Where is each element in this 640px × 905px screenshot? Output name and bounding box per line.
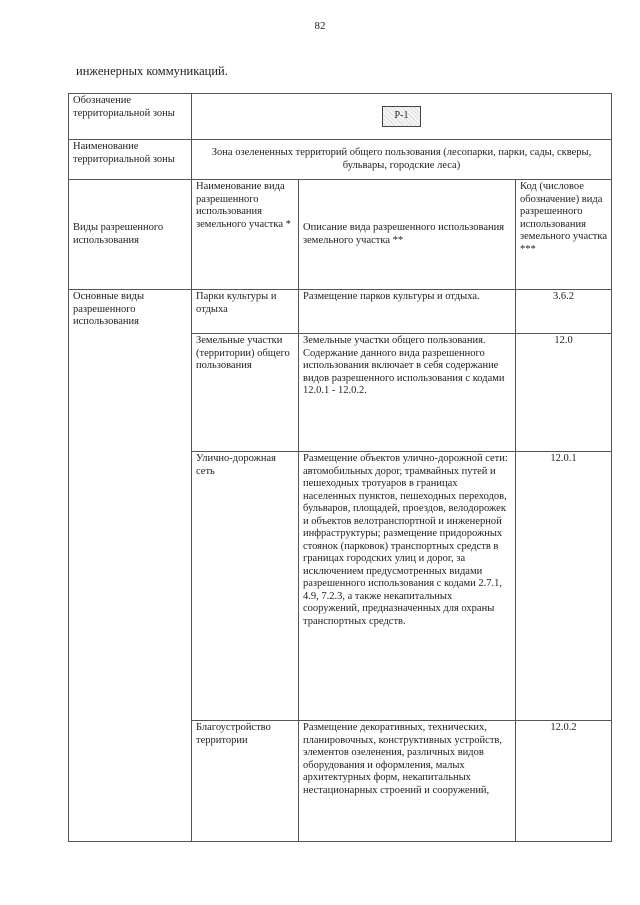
header-use-name: Наименование вида разрешенного использования земельного участка *	[192, 180, 299, 290]
row-description: Размещение парков культуры и отдыха.	[299, 290, 516, 334]
row-description: Размещение объектов улично-дорожной сети: автомобильных дорог, трамвайных путей и пешеходных тротуаров в границах населенных пунктов, пешеходных переходов, бульваров, площадей, проездов, велодорожек и объектов велотранспортной и инженерной инфраструктуры; размещение придорожных стоянок (парковок) транспортных средств в границах городских улиц и дорог, за исключением предусмотренных видами разрешенного использования с кодами 2.7.1, 4.9, 7.2.3, а также некапитальных сооружений, предназначенных для охраны транспортных средств.	[299, 452, 516, 721]
zone-name-row	[69, 140, 612, 180]
zone-name-label: Наименование территориальной зоны	[69, 140, 192, 180]
page-number: 82	[314, 20, 326, 32]
zone-name: Зона озелененных территорий общего пользования (лесопарки, парки, сады, скверы, бульвары, городские леса)	[192, 140, 612, 180]
row-name: Парки культуры и отдыха	[192, 290, 299, 334]
header-code: Код (числовое обозначение) вида разрешенного использования земельного участка ***	[516, 180, 612, 290]
row-code: 12.0.2	[516, 721, 612, 842]
table-row	[69, 290, 612, 334]
row-code: 12.0	[516, 334, 612, 452]
header-row	[69, 180, 612, 290]
group-label: Основные виды разрешенного использования	[69, 290, 192, 842]
zone-designation-row	[69, 94, 612, 140]
zone-code-cell	[192, 94, 612, 140]
row-name: Благоустройство территории	[192, 721, 299, 842]
row-name: Земельные участки (территории) общего пользования	[192, 334, 299, 452]
row-name: Улично-дорожная сеть	[192, 452, 299, 721]
row-code: 12.0.1	[516, 452, 612, 721]
intro-text: инженерных коммуникаций.	[76, 64, 228, 78]
row-description: Размещение декоративных, технических, планировочных, конструктивных устройств, элементов озеленения, различных видов оборудования и оформления, малых архитектурных форм, некапитальных нестационарных строений и сооружений,	[299, 721, 516, 842]
header-use-types: Виды разрешенного использования	[69, 180, 192, 290]
zone-table	[68, 93, 612, 842]
zone-code-badge: Р-1	[382, 106, 422, 127]
zone-designation-label: Обозначение территориальной зоны	[69, 94, 192, 140]
row-description: Земельные участки общего пользования. Содержание данного вида разрешенного использования включает в себя содержание видов разрешенного использования с кодами 12.0.1 - 12.0.2.	[299, 334, 516, 452]
row-code: 3.6.2	[516, 290, 612, 334]
header-description: Описание вида разрешенного использования земельного участка **	[299, 180, 516, 290]
